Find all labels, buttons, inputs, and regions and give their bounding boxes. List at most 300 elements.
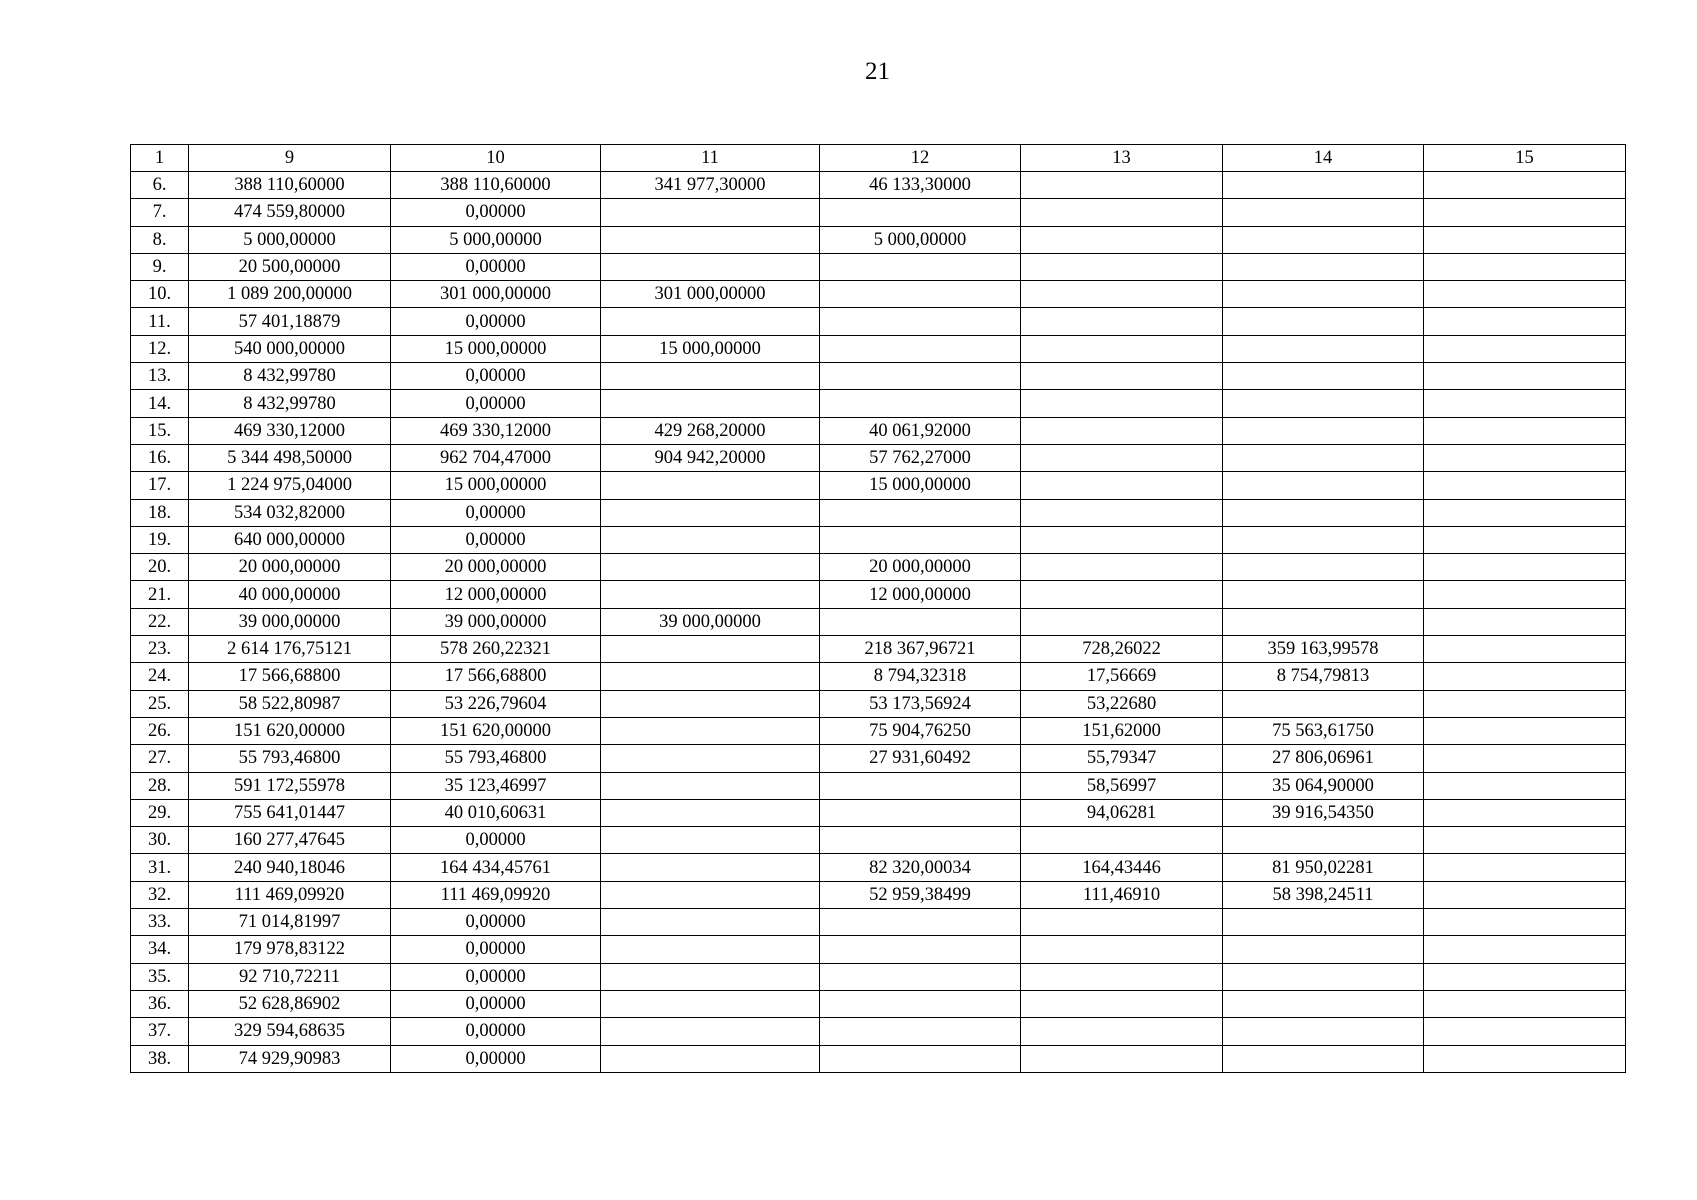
table-cell: 151 620,00000 <box>189 717 391 744</box>
table-cell <box>601 963 820 990</box>
table-cell: 534 032,82000 <box>189 499 391 526</box>
table-cell <box>1021 936 1223 963</box>
table-cell <box>1424 799 1626 826</box>
table-cell <box>1223 308 1424 335</box>
table-cell: 75 904,76250 <box>820 717 1021 744</box>
table-cell <box>1021 335 1223 362</box>
table-cell: 17,56669 <box>1021 663 1223 690</box>
table-cell: 20 000,00000 <box>820 554 1021 581</box>
table-cell <box>601 526 820 553</box>
row-number-cell: 26. <box>131 717 189 744</box>
table-cell: 8 432,99780 <box>189 363 391 390</box>
row-number-cell: 19. <box>131 526 189 553</box>
table-cell: 57 401,18879 <box>189 308 391 335</box>
table-cell: 388 110,60000 <box>189 172 391 199</box>
table-cell: 53 173,56924 <box>820 690 1021 717</box>
table-cell: 5 000,00000 <box>189 226 391 253</box>
table-cell <box>1021 444 1223 471</box>
table-cell <box>601 554 820 581</box>
table-cell: 151 620,00000 <box>391 717 601 744</box>
table-row <box>131 363 1626 390</box>
table-cell: 474 559,80000 <box>189 199 391 226</box>
table-cell: 8 794,32318 <box>820 663 1021 690</box>
table-cell: 12 000,00000 <box>391 581 601 608</box>
table-cell <box>1424 608 1626 635</box>
row-number-cell: 36. <box>131 990 189 1017</box>
table-cell: 640 000,00000 <box>189 526 391 553</box>
table-cell: 0,00000 <box>391 936 601 963</box>
table-row <box>131 690 1626 717</box>
table-cell <box>1021 554 1223 581</box>
table-cell <box>1223 909 1424 936</box>
table-cell: 179 978,83122 <box>189 936 391 963</box>
table-cell <box>1021 526 1223 553</box>
table-row <box>131 308 1626 335</box>
table-cell: 5 000,00000 <box>820 226 1021 253</box>
table-cell <box>601 226 820 253</box>
row-number-cell: 13. <box>131 363 189 390</box>
table-cell: 301 000,00000 <box>601 281 820 308</box>
table-cell <box>601 1018 820 1045</box>
table-cell: 82 320,00034 <box>820 854 1021 881</box>
table-cell <box>1021 390 1223 417</box>
table-row <box>131 963 1626 990</box>
table-cell <box>820 390 1021 417</box>
table-row <box>131 990 1626 1017</box>
table-row <box>131 335 1626 362</box>
table-cell <box>1424 335 1626 362</box>
table-cell: 58 522,80987 <box>189 690 391 717</box>
table-cell <box>1223 936 1424 963</box>
table-cell: 0,00000 <box>391 909 601 936</box>
table-cell <box>1424 172 1626 199</box>
table-cell: 469 330,12000 <box>189 417 391 444</box>
table-cell: 2 614 176,75121 <box>189 636 391 663</box>
table-cell: 40 061,92000 <box>820 417 1021 444</box>
table-cell: 0,00000 <box>391 363 601 390</box>
table-row <box>131 799 1626 826</box>
table-cell <box>601 663 820 690</box>
table-cell: 75 563,61750 <box>1223 717 1424 744</box>
row-number-cell: 10. <box>131 281 189 308</box>
table-row <box>131 253 1626 280</box>
table-cell: 160 277,47645 <box>189 827 391 854</box>
table-cell <box>820 363 1021 390</box>
row-number-cell: 20. <box>131 554 189 581</box>
table-cell <box>601 717 820 744</box>
table-cell: 240 940,18046 <box>189 854 391 881</box>
table-cell: 46 133,30000 <box>820 172 1021 199</box>
table-cell: 15 000,00000 <box>391 335 601 362</box>
table-cell <box>1424 281 1626 308</box>
page-number: 21 <box>865 58 890 85</box>
table-cell: 17 566,68800 <box>391 663 601 690</box>
table-cell <box>1223 417 1424 444</box>
row-number-cell: 11. <box>131 308 189 335</box>
table-cell <box>820 936 1021 963</box>
table-cell: 17 566,68800 <box>189 663 391 690</box>
table-cell <box>1223 390 1424 417</box>
table-cell: 39 000,00000 <box>391 608 601 635</box>
table-cell <box>1223 472 1424 499</box>
table-cell <box>1424 827 1626 854</box>
table-cell <box>1021 226 1223 253</box>
table-cell: 111 469,09920 <box>189 881 391 908</box>
table-body <box>131 172 1626 1073</box>
table-cell <box>1021 172 1223 199</box>
table-cell: 8 432,99780 <box>189 390 391 417</box>
column-header: 10 <box>391 145 601 172</box>
table-cell <box>1223 690 1424 717</box>
table-cell <box>1424 909 1626 936</box>
table-cell: 52 959,38499 <box>820 881 1021 908</box>
table-cell <box>1223 526 1424 553</box>
table-row <box>131 472 1626 499</box>
table-cell: 27 806,06961 <box>1223 745 1424 772</box>
table-cell: 12 000,00000 <box>820 581 1021 608</box>
header-row <box>131 145 1626 172</box>
table-cell <box>601 253 820 280</box>
table-row <box>131 417 1626 444</box>
table-cell <box>1021 363 1223 390</box>
table-cell <box>601 936 820 963</box>
table-header <box>131 145 1626 172</box>
row-number-cell: 18. <box>131 499 189 526</box>
table-cell <box>1223 554 1424 581</box>
table-cell <box>1021 581 1223 608</box>
table-cell: 81 950,02281 <box>1223 854 1424 881</box>
table-cell <box>1223 363 1424 390</box>
table-cell <box>1223 444 1424 471</box>
table-cell <box>601 472 820 499</box>
table-cell: 35 064,90000 <box>1223 772 1424 799</box>
table-cell: 55,79347 <box>1021 745 1223 772</box>
table-cell: 15 000,00000 <box>601 335 820 362</box>
table-cell <box>1424 636 1626 663</box>
table-cell <box>820 1045 1021 1072</box>
table-cell: 0,00000 <box>391 1045 601 1072</box>
table-cell <box>1424 717 1626 744</box>
table-row <box>131 226 1626 253</box>
table-row <box>131 581 1626 608</box>
table-cell <box>1021 909 1223 936</box>
table-cell: 52 628,86902 <box>189 990 391 1017</box>
table-cell <box>1021 990 1223 1017</box>
table-cell <box>1223 608 1424 635</box>
column-header: 9 <box>189 145 391 172</box>
table-cell <box>1021 499 1223 526</box>
table-cell <box>1424 444 1626 471</box>
table-cell <box>601 308 820 335</box>
table-cell <box>820 281 1021 308</box>
row-number-cell: 33. <box>131 909 189 936</box>
table-cell: 40 000,00000 <box>189 581 391 608</box>
table-cell: 218 367,96721 <box>820 636 1021 663</box>
table-cell <box>820 799 1021 826</box>
table-cell: 578 260,22321 <box>391 636 601 663</box>
table-cell: 151,62000 <box>1021 717 1223 744</box>
table-row <box>131 827 1626 854</box>
table-cell: 0,00000 <box>391 499 601 526</box>
row-number-cell: 16. <box>131 444 189 471</box>
table-cell: 53,22680 <box>1021 690 1223 717</box>
table-cell <box>1424 499 1626 526</box>
table-cell <box>601 990 820 1017</box>
table-cell <box>1021 1045 1223 1072</box>
table-cell: 55 793,46800 <box>189 745 391 772</box>
row-number-cell: 29. <box>131 799 189 826</box>
row-number-cell: 6. <box>131 172 189 199</box>
table-cell: 94,06281 <box>1021 799 1223 826</box>
table-cell <box>820 990 1021 1017</box>
table-cell: 15 000,00000 <box>391 472 601 499</box>
row-number-cell: 32. <box>131 881 189 908</box>
table-cell: 0,00000 <box>391 308 601 335</box>
table-row <box>131 390 1626 417</box>
table-cell <box>1021 472 1223 499</box>
table-cell <box>1424 963 1626 990</box>
table-row <box>131 526 1626 553</box>
table-row <box>131 636 1626 663</box>
row-number-cell: 37. <box>131 1018 189 1045</box>
table-cell <box>820 526 1021 553</box>
row-number-cell: 24. <box>131 663 189 690</box>
table-cell <box>1223 172 1424 199</box>
table-cell: 39 000,00000 <box>601 608 820 635</box>
table-cell <box>820 963 1021 990</box>
table-row <box>131 854 1626 881</box>
table-cell: 164,43446 <box>1021 854 1223 881</box>
table-cell: 8 754,79813 <box>1223 663 1424 690</box>
row-number-cell: 14. <box>131 390 189 417</box>
table-cell: 57 762,27000 <box>820 444 1021 471</box>
table-cell <box>601 636 820 663</box>
table-cell: 429 268,20000 <box>601 417 820 444</box>
table-cell <box>1021 608 1223 635</box>
table-cell <box>1223 1045 1424 1072</box>
table-cell <box>1424 745 1626 772</box>
table-cell <box>601 199 820 226</box>
table-cell: 74 929,90983 <box>189 1045 391 1072</box>
table-cell <box>1223 1018 1424 1045</box>
table-row <box>131 281 1626 308</box>
table-cell: 0,00000 <box>391 963 601 990</box>
table-cell <box>1424 363 1626 390</box>
table-cell: 20 000,00000 <box>189 554 391 581</box>
table-row <box>131 772 1626 799</box>
table-cell <box>1424 1045 1626 1072</box>
table-row <box>131 881 1626 908</box>
column-header: 12 <box>820 145 1021 172</box>
table-cell: 111,46910 <box>1021 881 1223 908</box>
table-cell <box>1223 281 1424 308</box>
row-number-cell: 31. <box>131 854 189 881</box>
row-number-cell: 8. <box>131 226 189 253</box>
row-number-cell: 21. <box>131 581 189 608</box>
table-cell: 15 000,00000 <box>820 472 1021 499</box>
table-cell <box>1021 253 1223 280</box>
table-cell <box>1223 199 1424 226</box>
column-header: 11 <box>601 145 820 172</box>
table-row <box>131 608 1626 635</box>
table-row <box>131 663 1626 690</box>
table-cell <box>1021 827 1223 854</box>
table-cell <box>1223 226 1424 253</box>
table-cell: 540 000,00000 <box>189 335 391 362</box>
table-cell: 164 434,45761 <box>391 854 601 881</box>
table-cell <box>1021 281 1223 308</box>
row-number-cell: 23. <box>131 636 189 663</box>
table-cell <box>1223 990 1424 1017</box>
row-number-cell: 22. <box>131 608 189 635</box>
table-row <box>131 554 1626 581</box>
table-cell <box>601 799 820 826</box>
table-cell <box>1424 226 1626 253</box>
table-cell <box>601 390 820 417</box>
table-cell: 0,00000 <box>391 390 601 417</box>
table-cell: 27 931,60492 <box>820 745 1021 772</box>
table-cell: 20 000,00000 <box>391 554 601 581</box>
table-cell <box>1021 963 1223 990</box>
row-number-cell: 28. <box>131 772 189 799</box>
table-cell <box>820 308 1021 335</box>
table-cell <box>820 909 1021 936</box>
row-number-cell: 9. <box>131 253 189 280</box>
table-cell <box>1424 554 1626 581</box>
table-cell <box>601 581 820 608</box>
table-cell <box>1424 581 1626 608</box>
row-number-cell: 15. <box>131 417 189 444</box>
table-cell <box>601 1045 820 1072</box>
table-cell: 341 977,30000 <box>601 172 820 199</box>
table-cell: 1 224 975,04000 <box>189 472 391 499</box>
row-number-cell: 12. <box>131 335 189 362</box>
table-cell <box>1223 499 1424 526</box>
data-table <box>130 144 1626 1073</box>
table-cell <box>820 253 1021 280</box>
table-cell <box>820 499 1021 526</box>
row-number-cell: 7. <box>131 199 189 226</box>
table-cell <box>1021 1018 1223 1045</box>
table-cell: 469 330,12000 <box>391 417 601 444</box>
table-row <box>131 172 1626 199</box>
table-cell <box>820 199 1021 226</box>
table-cell: 329 594,68635 <box>189 1018 391 1045</box>
table-cell <box>601 745 820 772</box>
table-cell: 0,00000 <box>391 1018 601 1045</box>
table-cell <box>1424 526 1626 553</box>
table-cell <box>601 827 820 854</box>
column-header: 1 <box>131 145 189 172</box>
row-number-cell: 17. <box>131 472 189 499</box>
table-cell <box>1223 335 1424 362</box>
table-cell: 55 793,46800 <box>391 745 601 772</box>
table-cell <box>1223 963 1424 990</box>
table-cell: 5 000,00000 <box>391 226 601 253</box>
table-cell <box>1424 881 1626 908</box>
table-cell: 301 000,00000 <box>391 281 601 308</box>
table-cell <box>820 772 1021 799</box>
table-cell <box>601 499 820 526</box>
table-cell <box>1424 417 1626 444</box>
table-cell: 1 089 200,00000 <box>189 281 391 308</box>
table-cell: 0,00000 <box>391 990 601 1017</box>
column-header: 13 <box>1021 145 1223 172</box>
table-row <box>131 909 1626 936</box>
table-cell <box>601 881 820 908</box>
table-cell: 58,56997 <box>1021 772 1223 799</box>
column-header: 15 <box>1424 145 1626 172</box>
table-cell <box>601 772 820 799</box>
table-row <box>131 499 1626 526</box>
table-cell: 53 226,79604 <box>391 690 601 717</box>
table-cell: 755 641,01447 <box>189 799 391 826</box>
row-number-cell: 34. <box>131 936 189 963</box>
table-cell <box>1424 1018 1626 1045</box>
row-number-cell: 30. <box>131 827 189 854</box>
table-cell <box>1424 690 1626 717</box>
table-cell <box>1424 990 1626 1017</box>
row-number-cell: 35. <box>131 963 189 990</box>
table-cell: 388 110,60000 <box>391 172 601 199</box>
table-cell: 728,26022 <box>1021 636 1223 663</box>
table-row <box>131 1018 1626 1045</box>
table-cell: 0,00000 <box>391 199 601 226</box>
table-row <box>131 936 1626 963</box>
table-cell: 359 163,99578 <box>1223 636 1424 663</box>
table-cell: 0,00000 <box>391 253 601 280</box>
table-cell <box>601 363 820 390</box>
table-cell <box>1223 581 1424 608</box>
table-cell: 39 000,00000 <box>189 608 391 635</box>
table-cell: 904 942,20000 <box>601 444 820 471</box>
table-cell: 5 344 498,50000 <box>189 444 391 471</box>
table-cell: 0,00000 <box>391 526 601 553</box>
table-cell: 20 500,00000 <box>189 253 391 280</box>
table-row <box>131 745 1626 772</box>
table-cell <box>1223 253 1424 280</box>
table-cell: 962 704,47000 <box>391 444 601 471</box>
column-header: 14 <box>1223 145 1424 172</box>
table-row <box>131 717 1626 744</box>
table-cell <box>1424 772 1626 799</box>
table-cell: 39 916,54350 <box>1223 799 1424 826</box>
table-cell: 40 010,60631 <box>391 799 601 826</box>
table-cell <box>1424 936 1626 963</box>
table-cell <box>1424 308 1626 335</box>
table-cell <box>820 608 1021 635</box>
table-cell <box>1424 854 1626 881</box>
table-row <box>131 1045 1626 1072</box>
table-cell: 71 014,81997 <box>189 909 391 936</box>
table-cell <box>601 854 820 881</box>
table-cell <box>1021 417 1223 444</box>
table-cell <box>1424 663 1626 690</box>
table-cell <box>1424 390 1626 417</box>
table-cell: 92 710,72211 <box>189 963 391 990</box>
table-cell <box>1021 199 1223 226</box>
table-cell: 35 123,46997 <box>391 772 601 799</box>
table-cell <box>820 335 1021 362</box>
table-cell: 111 469,09920 <box>391 881 601 908</box>
table-cell <box>820 1018 1021 1045</box>
table-cell <box>601 909 820 936</box>
table-cell <box>1424 199 1626 226</box>
table-row <box>131 444 1626 471</box>
row-number-cell: 25. <box>131 690 189 717</box>
table-cell: 58 398,24511 <box>1223 881 1424 908</box>
table-cell <box>1223 827 1424 854</box>
